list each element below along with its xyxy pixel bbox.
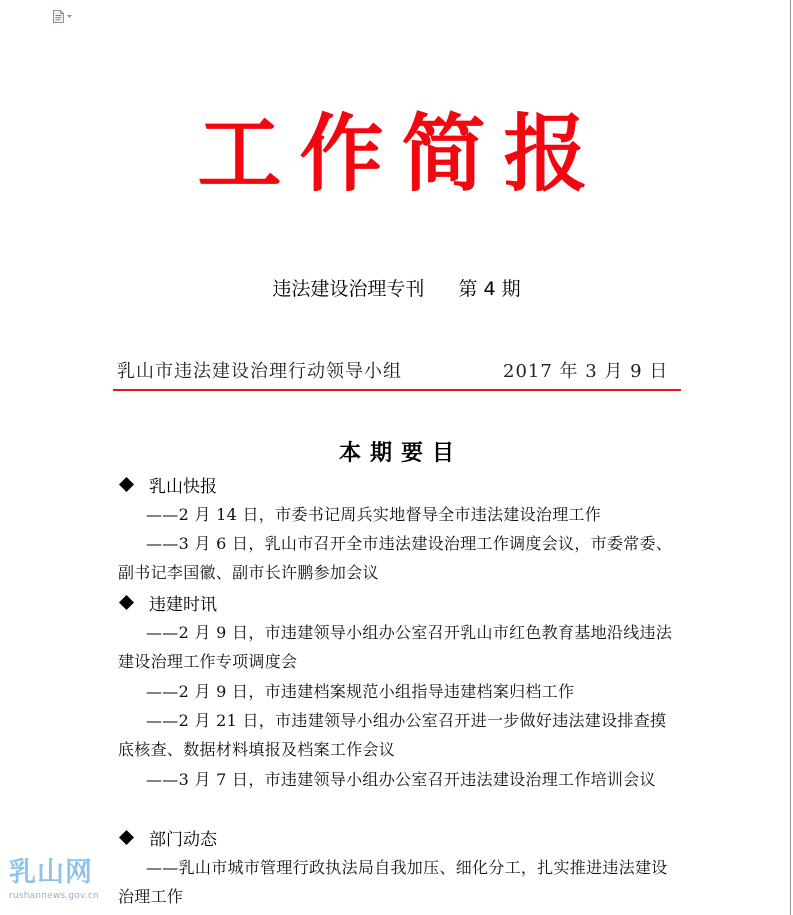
diamond-bullet-icon [119, 477, 134, 492]
toc-entry[interactable]: ——2 月 9 日，市违建档案规范小组指导违建档案归档工作 [146, 682, 575, 701]
toc-entry[interactable]: ——乳山市城市管理行政执法局自我加压、细化分工，扎实推进违法建设治理工作 [118, 858, 668, 906]
masthead-title: 工作简报 [197, 104, 606, 203]
section-heading [119, 589, 217, 615]
header-divider [113, 389, 681, 391]
document-icon [53, 10, 64, 23]
toc-entry[interactable]: ——2 月 21 日，市违建领导小组办公室召开进一步做好违法建设排查摸底核查、数据材料填报及档案工作会议 [118, 711, 667, 759]
issue-number: 第 4 期 [458, 278, 521, 300]
toc-entry[interactable]: ——3 月 6 日，乳山市召开全市违法建设治理工作调度会议，市委常委、副书记李国徽、副市长许鹏参加会议 [118, 534, 673, 582]
section-title: 违建时讯 [149, 594, 217, 615]
section-heading [119, 824, 217, 850]
section-title: 乳山快报 [149, 476, 217, 497]
toc-title: 本期要目 [338, 440, 463, 466]
issue-series: 违法建设治理专刊 [272, 278, 425, 300]
watermark-url: rushannews.gov.cn [9, 891, 99, 901]
chevron-down-icon [67, 15, 72, 18]
toc-entry[interactable]: ——3 月 7 日，市违建领导小组办公室召开违法建设治理工作培训会议 [146, 770, 656, 789]
toc-entry[interactable]: ——2 月 14 日，市委书记周兵实地督导全市违法建设治理工作 [146, 505, 602, 524]
watermark-logo: 乳山网 [9, 857, 93, 888]
document-menu-button[interactable] [53, 9, 77, 23]
section-title: 部门动态 [149, 829, 217, 850]
diamond-bullet-icon [119, 595, 134, 610]
toc-entry[interactable]: ——2 月 9 日，市违建领导小组办公室召开乳山市红色教育基地沿线违法建设治理工作专项调度会 [118, 623, 673, 671]
diamond-bullet-icon [119, 830, 134, 845]
issue-date: 2017 年 3 月 9 日 [503, 361, 669, 382]
issue-line [0, 277, 793, 301]
section-heading [119, 471, 217, 497]
issuer-name: 乳山市违法建设治理行动领导小组 [117, 361, 402, 382]
site-watermark [9, 856, 105, 912]
